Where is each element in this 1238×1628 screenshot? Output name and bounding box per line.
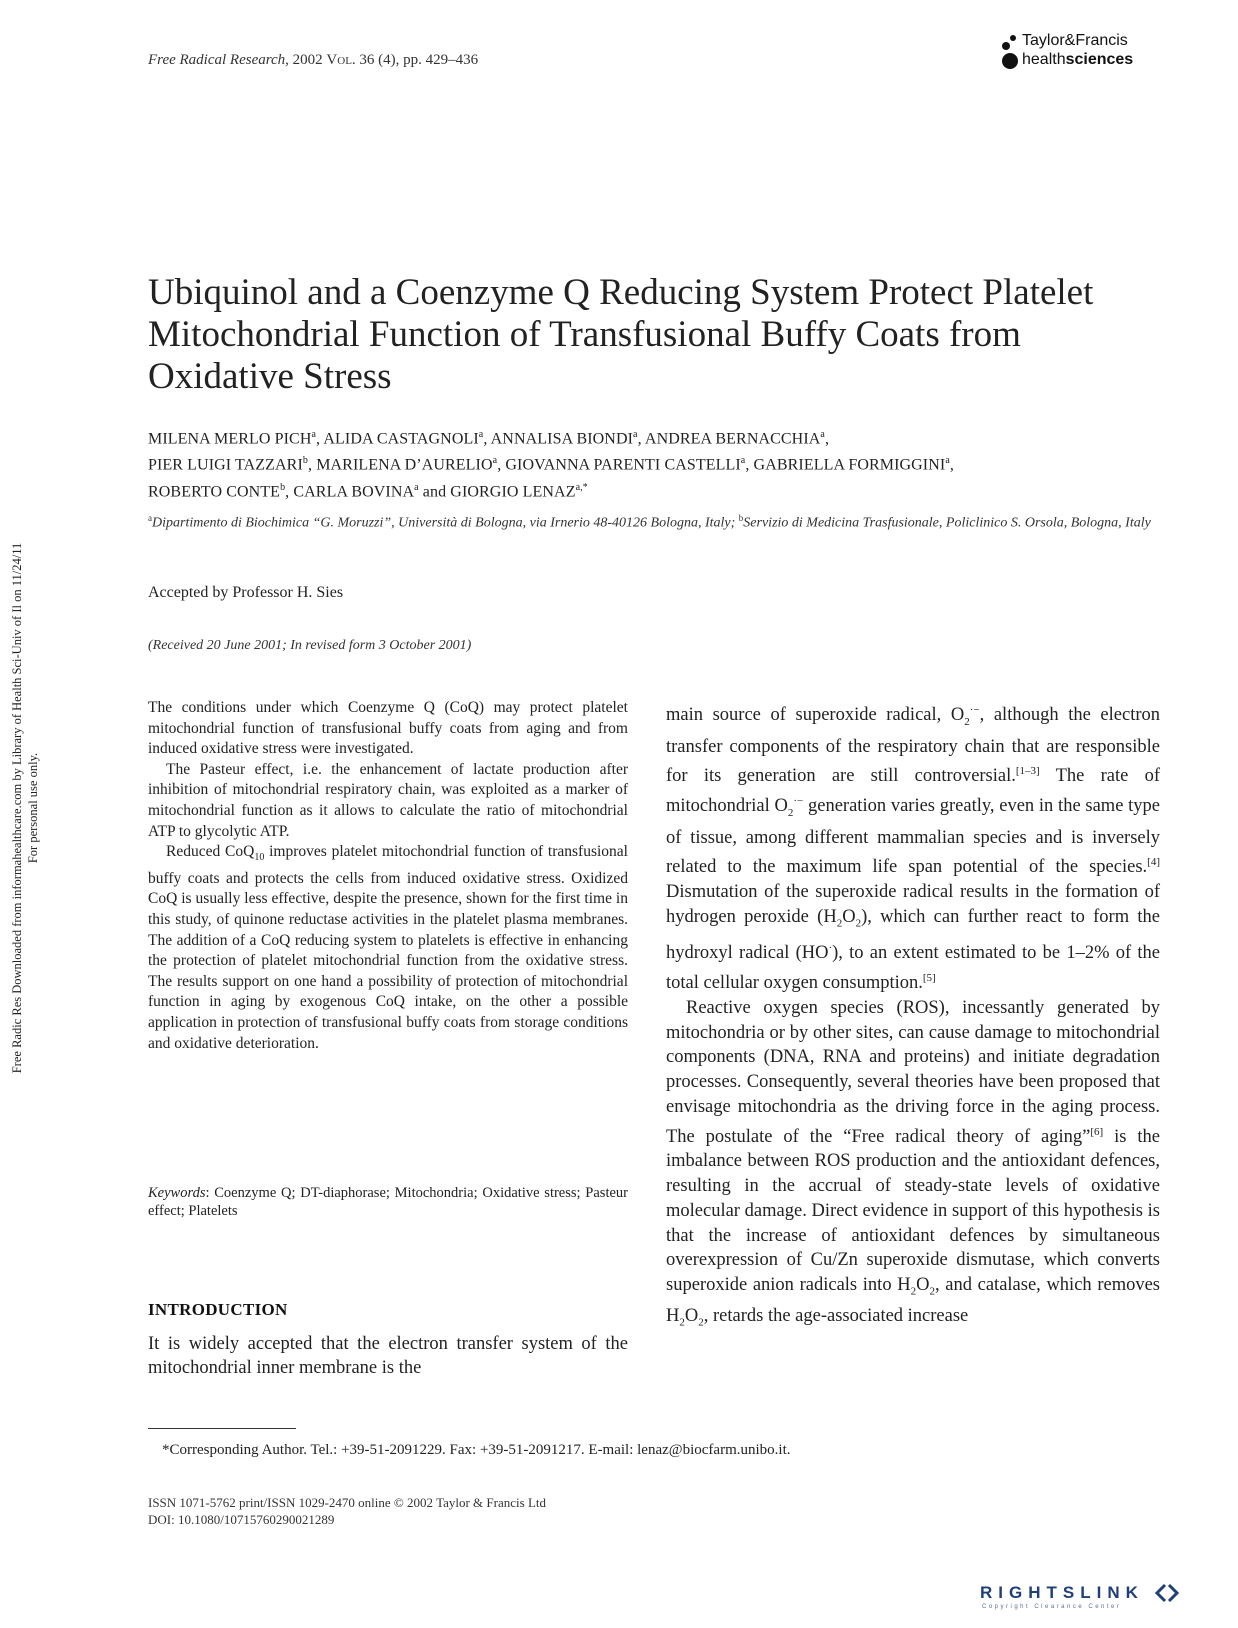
download-watermark xyxy=(0,458,50,1158)
subscript: 2 xyxy=(910,1285,917,1298)
journal-volume-pages: . 36 (4), pp. 429–436 xyxy=(351,52,479,68)
footnote-rule xyxy=(148,1428,296,1429)
rightslink-arrow-icon xyxy=(1155,1583,1179,1603)
abstract-paragraph: The Pasteur effect, i.e. the enhancement of lactate production after inhibition of mitochondrial respiratory chain, was exploited as a marker of mitochondrial function as it allows to calculate the ratio of mitochondrial ATP to glycolytic ATP. xyxy=(148,760,628,840)
author-affil-mark: a xyxy=(740,455,746,467)
abstract-text: Reduced CoQ xyxy=(166,843,255,861)
body-text: O xyxy=(842,906,856,927)
affiliations xyxy=(148,508,1158,534)
author: GIOVANNA PARENTI CASTELLI xyxy=(505,456,741,474)
download-watermark-line: For personal use only. xyxy=(26,752,40,864)
abstract-paragraph: The conditions under which Coenzyme Q (CoQ) may protect platelet mitochondrial function of transfusional buffy coats from aging and from induced oxidative stress were investigated. xyxy=(148,699,628,758)
rightslink-sub: Copyright Clearance Center xyxy=(982,1604,1122,1610)
body-text: Reactive oxygen species (ROS), incessantly generated by mitochondria or by other sites, can cause damage to mitochondrial components (DNA, RNA and proteins) and initiate degradation processes. Consequently, several theories have been proposed that envisage mitochondria as the driving force in the aging process. The postulate of the “Free radical theory of aging” xyxy=(666,998,1160,1147)
abstract xyxy=(148,698,628,1054)
publisher-logo-icon xyxy=(1000,34,1020,70)
author-affil-mark: a xyxy=(492,455,498,467)
citation-ref[interactable]: [4] xyxy=(1147,856,1160,869)
keywords xyxy=(148,1184,628,1220)
author: ANNALISA BIONDI xyxy=(490,430,634,448)
citation-ref[interactable]: [1–3] xyxy=(1015,765,1040,778)
accepted-by: Accepted by Professor H. Sies xyxy=(148,584,344,601)
body-text: , although the electron transfer components of the respiratory chain that are responsible for its generation are still controversial. xyxy=(666,705,1160,787)
subscript: 2 xyxy=(836,917,843,930)
author: PIER LUIGI TAZZARI xyxy=(148,456,303,474)
journal-citation xyxy=(148,52,478,69)
citation-ref[interactable]: [5] xyxy=(922,972,936,985)
abstract-text: improves platelet mitochondrial function of transfusional buffy coats and protects the cells from induced oxidative stress. Oxidized CoQ is usually less effective, despite the presence, shown for the first time in this study, of quinone reductase activities in the platelet plasma membranes. The addition of a CoQ reducing system to platelets is effective in enhancing the protection of platelet mitochondrial function from the oxidative stress. The results support on one hand a possibility of protection of mitochondrial function in aging by exogenous CoQ intake, on the other a possible application in protection of transfusional buffy coats from storage conditions and oxidative deterioration. xyxy=(148,843,628,1052)
superscript: · xyxy=(828,942,833,955)
author-list xyxy=(148,424,1158,503)
corresponding-author-footnote: *Corresponding Author. Tel.: +39-51-2091229. Fax: +39-51-2091217. E-mail: lenaz@biocfarm.unibo.it. xyxy=(162,1442,791,1458)
author-affil-mark: b xyxy=(280,481,286,493)
body-text: ), to an extent estimated to be 1–2% of the total cellular oxygen consumption. xyxy=(666,943,1160,994)
author: ROBERTO CONTE xyxy=(148,482,281,500)
affil-mark-a: a xyxy=(148,513,152,523)
author-affil-mark: a xyxy=(945,455,950,467)
subscript: 2 xyxy=(787,806,794,819)
body-text: The rate of mitochondrial O xyxy=(666,766,1161,817)
download-watermark-line: Free Radic Res Downloaded from informahealthcare.com by Library of Health Sci-Univ of Il on 11/24/11 xyxy=(10,542,24,1074)
author-affil-mark: a xyxy=(633,429,638,440)
body-text: generation varies greatly, even in the same type of tissue, among different mammalian species and is inversely related to the maximum life span potential of the species. xyxy=(666,796,1160,878)
body-text: Dismutation of the superoxide radical results in the formation of hydrogen peroxide (H xyxy=(666,882,1160,927)
body-text: ), which can further react to form the hydroxyl radical (HO xyxy=(666,906,1160,964)
author-affil-mark: b xyxy=(302,455,308,467)
issn: ISSN 1071-5762 print/ISSN 1029-2470 online © 2002 Taylor & Francis Ltd xyxy=(148,1495,546,1510)
superscript: ·− xyxy=(969,704,980,716)
author: MARILENA D’AURELIO xyxy=(316,456,493,474)
publisher-name: Taylor&Francis xyxy=(1022,32,1128,49)
author-sep: , xyxy=(637,430,645,448)
affil-b: Servizio di Medicina Trasfusionale, Policlinico S. Orsola, Bologna, Italy xyxy=(743,515,1151,531)
subscript: 2 xyxy=(679,1317,685,1329)
body-paragraph xyxy=(666,996,1160,1336)
author-sep: , xyxy=(949,456,954,474)
author-sep: , xyxy=(745,456,754,474)
publisher-division-b: sciences xyxy=(1065,51,1134,68)
author: ALIDA CASTAGNOLI xyxy=(323,430,479,448)
download-watermark-text xyxy=(9,458,41,1158)
author: MILENA MERLO PICH xyxy=(148,430,312,448)
body-text: main source of superoxide radical, O xyxy=(666,705,965,726)
keywords-text: : Coenzyme Q; DT-diaphorase; Mitochondria; Oxidative stress; Pasteur effect; Platelets xyxy=(148,1185,628,1219)
citation-ref[interactable]: [6] xyxy=(1090,1125,1104,1138)
body-column-right xyxy=(666,698,1160,1336)
body-text: O xyxy=(684,1306,699,1327)
body-paragraph xyxy=(666,698,1160,996)
affil-a: Dipartimento di Biochimica “G. Moruzzi”, Università di Bologna, via Irnerio 48-40126 Bologna, Italy; xyxy=(152,515,739,531)
author-sep: and xyxy=(418,482,451,500)
section-heading: INTRODUCTION xyxy=(148,1300,288,1319)
affil-mark-b: b xyxy=(738,513,744,523)
author-sep: , xyxy=(483,430,491,448)
author: GABRIELLA FORMIGGINI xyxy=(753,456,946,474)
publisher-division xyxy=(1022,51,1133,69)
journal-volume-label: Vol xyxy=(326,52,352,68)
publisher-logo xyxy=(1000,32,1150,72)
author-sep: , xyxy=(285,482,294,500)
body-text: , retards the age-associated increase xyxy=(703,1306,969,1327)
article-title: Ubiquinol and a Coenzyme Q Reducing System Protect Platelet Mitochondrial Function of Transfusional Buffy Coats from Oxidative Stress xyxy=(148,272,1094,397)
author-affil-mark: a xyxy=(820,429,825,440)
author-sep: , xyxy=(316,430,324,448)
author: ANDREA BERNACCHIA xyxy=(644,430,821,448)
subscript: 2 xyxy=(964,715,970,728)
author-sep: , xyxy=(824,430,830,448)
superscript: ·− xyxy=(793,795,804,808)
subscript: 2 xyxy=(855,917,862,930)
journal-year: , 2002 xyxy=(285,52,327,68)
body-text: , and catalase, which removes H xyxy=(666,1274,1160,1327)
body-text: is the imbalance between ROS production and the antioxidant defences, resulting in the accrual of steady-state levels of oxidative molecular damage. Direct evidence in support of this hypothesis is that the increase of antioxidant defences by simultaneous overexpression of Cu/Zn superoxide dismutase, which converts superoxide anion radicals into H xyxy=(666,1126,1160,1295)
journal-name: Free Radical Research xyxy=(148,52,286,68)
author: CARLA BOVINA xyxy=(293,482,415,500)
doi: DOI: 10.1080/10715760290021289 xyxy=(148,1512,335,1527)
author: GIORGIO LENAZ xyxy=(450,482,576,500)
introduction-text: It is widely accepted that the electron transfer system of the mitochondrial inner membrane is the xyxy=(148,1334,628,1379)
author-sep: , xyxy=(497,456,506,474)
body-text: O xyxy=(916,1274,930,1295)
subscript: 2 xyxy=(698,1317,704,1329)
keywords-label: Keywords xyxy=(148,1185,206,1201)
author-affil-mark: a xyxy=(414,481,419,493)
subscript: 10 xyxy=(254,852,265,864)
received-dates: (Received 20 June 2001; In revised form 3 October 2001) xyxy=(148,638,472,653)
rightslink-label: RIGHTSLINK xyxy=(980,1583,1144,1602)
author-affil-mark: a xyxy=(311,429,317,440)
publisher-division-a: health xyxy=(1022,51,1066,68)
subscript: 2 xyxy=(929,1285,935,1298)
rightslink-logo[interactable] xyxy=(980,1583,1185,1617)
author-sep: , xyxy=(307,456,317,474)
abstract-paragraph xyxy=(148,842,628,1054)
author-affil-mark: a,* xyxy=(575,481,588,493)
author-affil-mark: a xyxy=(478,429,484,440)
issn-doi xyxy=(148,1494,546,1528)
